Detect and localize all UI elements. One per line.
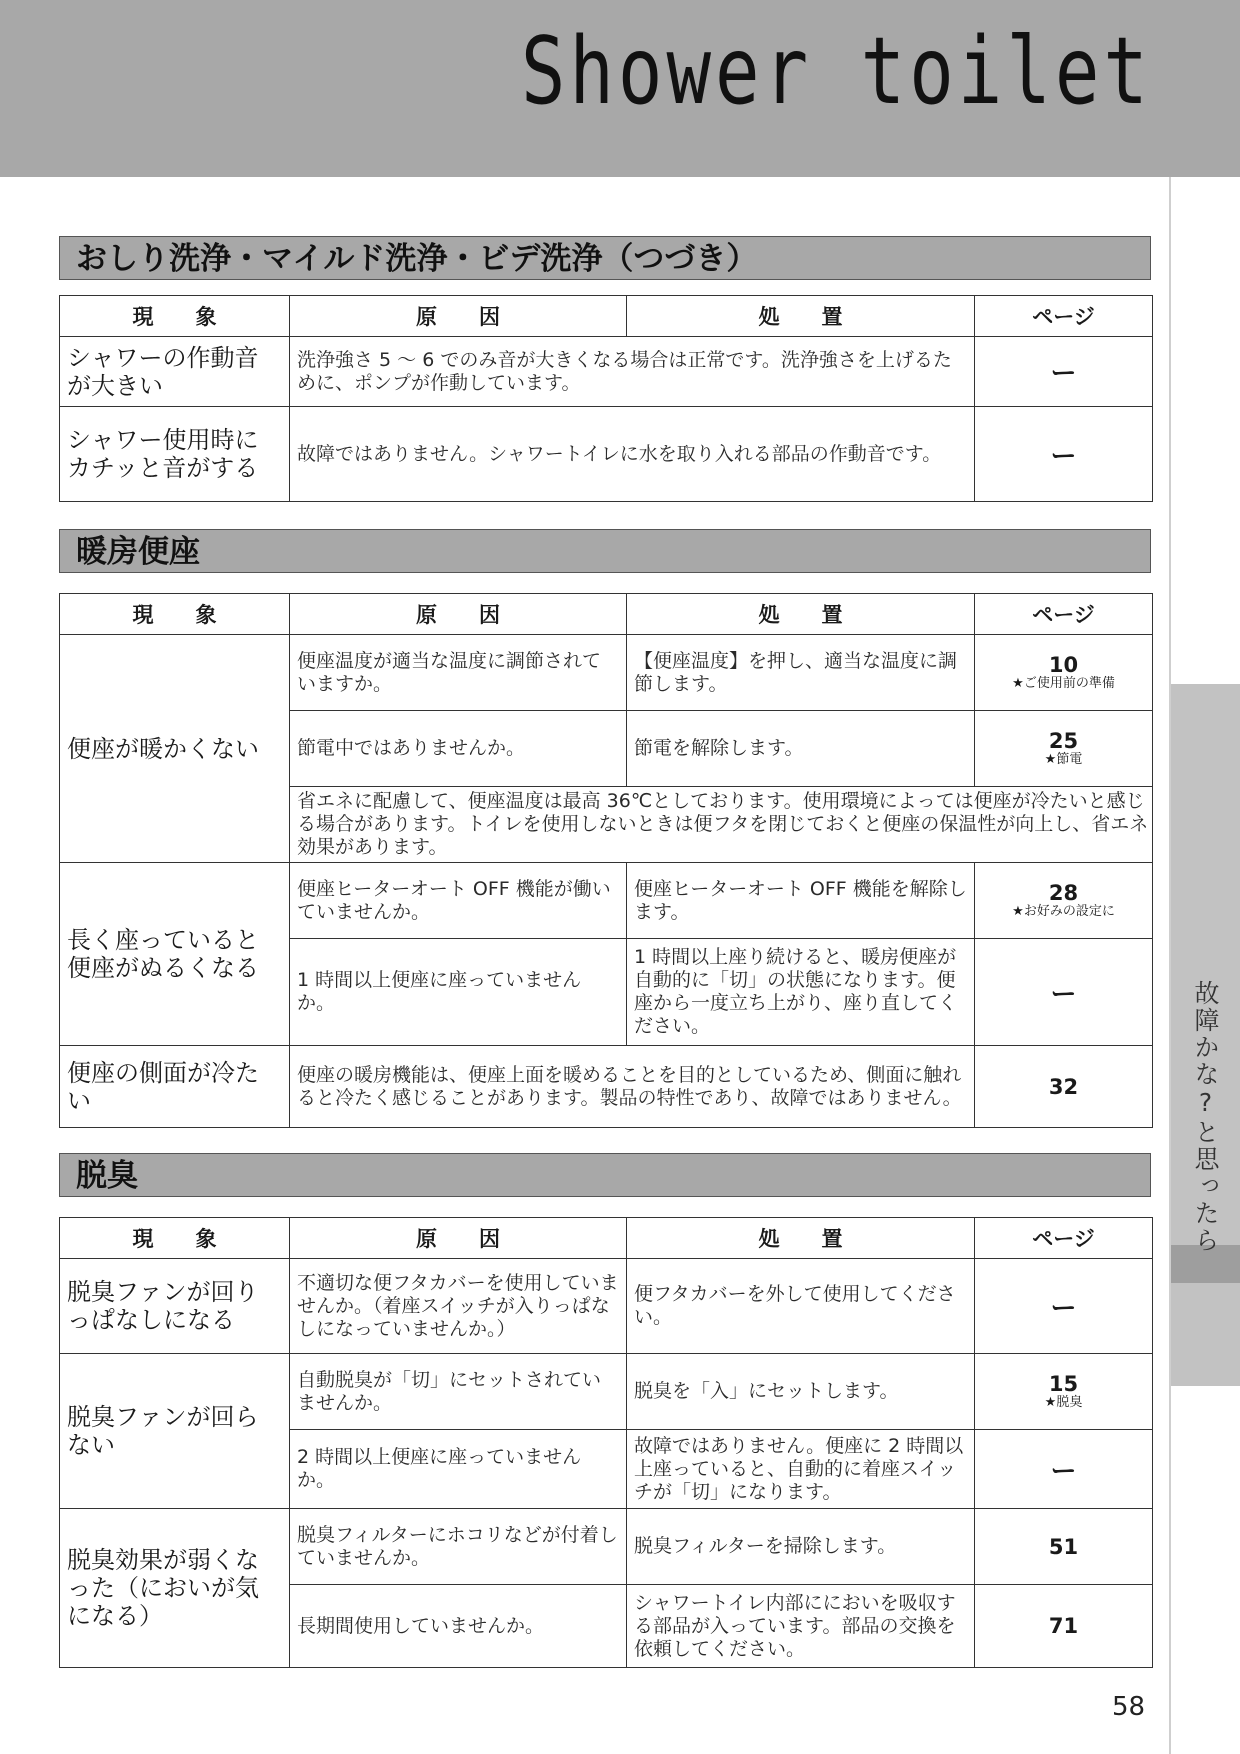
table-row [60,1046,1153,1128]
page-number-ref: 71 [1048,1614,1079,1638]
symptom-cell: 便座が暖かくない [60,635,290,863]
page-section-ref: ★お好みの設定に [1012,903,1115,919]
section-title-heated-seat: 暖房便座 [59,529,1151,573]
table-row [60,337,1153,407]
cause-cell: 不適切な便フタカバーを使用していませんか。（着座スイッチが入りっぱなしになっていませんか。） [290,1259,627,1354]
fix-cell: 便座ヒーターオート OFF 機能を解除します。 [627,863,975,939]
section-title-deodorizer: 脱臭 [59,1153,1151,1197]
table-row [60,863,1153,939]
page-cell [975,863,1153,939]
brand-title: Shower toilet [520,18,1152,126]
cause-cell: 節電中ではありませんか。 [290,711,627,787]
cause-cell: 洗浄強さ 5 ～ 6 でのみ音が大きくなる場合は正常です。洗浄強さを上げるために、ポンプが作動しています。 [290,337,975,407]
page-cell [975,1259,1153,1354]
page-number-ref: 28 [1048,880,1079,905]
col-cause: 原 因 [290,1218,627,1259]
symptom-cell: シャワー使用時にカチッと音がする [60,407,290,502]
fix-cell: 脱臭を「入」にセットします。 [627,1354,975,1430]
page-dash: ー [1050,359,1077,389]
cause-cell: 脱臭フィルターにホコリなどが付着していませんか。 [290,1509,627,1585]
page-cell [975,1046,1153,1128]
page-number-ref: 32 [1048,1074,1079,1099]
col-cause: 原 因 [290,296,627,337]
fix-cell: 1 時間以上座り続けると、暖房便座が自動的に「切」の状態になります。便座から一度立ち上がり、座り直してください。 [627,939,975,1046]
col-cause: 原 因 [290,594,627,635]
col-symptom: 現 象 [60,1218,290,1259]
col-fix: 処 置 [627,594,975,635]
side-tab-label: 故障かな?と思ったら [1191,980,1220,1254]
col-page: ページ [975,1218,1153,1259]
table-heated-seat [59,593,1153,1128]
page-cell [975,635,1153,711]
page-section-ref: ★ご使用前の準備 [1012,675,1115,691]
page-cell [975,1354,1153,1430]
section-title-washing: おしり洗浄・マイルド洗浄・ビデ洗浄（つづき） [59,236,1151,280]
table-row [60,1509,1153,1585]
symptom-cell: 長く座っていると便座がぬるくなる [60,863,290,1046]
table-washing [59,295,1153,502]
fix-cell: 【便座温度】を押し、適当な温度に調節します。 [627,635,975,711]
table-deodorizer [59,1217,1153,1668]
page-cell [975,337,1153,407]
symptom-cell: 脱臭ファンが回りっぱなしになる [60,1259,290,1354]
col-symptom: 現 象 [60,594,290,635]
symptom-cell: 便座の側面が冷たい [60,1046,290,1128]
page-cell [975,1509,1153,1585]
symptom-cell: シャワーの作動音が大きい [60,337,290,407]
col-fix: 処 置 [627,1218,975,1259]
page-dash: ー [1050,979,1077,1010]
page-section-ref: ★脱臭 [1044,1394,1083,1410]
page-cell [975,711,1153,787]
cause-cell: 故障ではありません。シャワートイレに水を取り入れる部品の作動音です。 [290,407,975,502]
col-page: ページ [975,296,1153,337]
table-header-row [60,296,1153,337]
cause-cell: 便座の暖房機能は、便座上面を暖めることを目的としているため、側面に触れると冷たく感じることがあります。製品の特性であり、故障ではありません。 [290,1046,975,1128]
page-dash: ー [1050,1293,1077,1324]
page-cell [975,407,1153,502]
table-header-row [60,1218,1153,1259]
page-number-ref: 25 [1048,728,1079,753]
fix-cell: 便フタカバーを外して使用してください。 [627,1259,975,1354]
cause-cell: 2 時間以上便座に座っていませんか。 [290,1430,627,1509]
fix-cell: シャワートイレ内部ににおいを吸収する部品が入っています。部品の交換を依頼してください。 [627,1585,975,1668]
col-symptom: 現 象 [60,296,290,337]
fix-cell: 故障ではありません。便座に 2 時間以上座っていると、自動的に着座スイッチが「切」になります。 [627,1430,975,1509]
col-page: ページ [975,594,1153,635]
page-cell [975,939,1153,1046]
cause-cell: 1 時間以上便座に座っていませんか。 [290,939,627,1046]
fix-cell: 脱臭フィルターを掃除します。 [627,1509,975,1585]
cause-cell: 便座温度が適当な温度に調節されていますか。 [290,635,627,711]
page-dash: ー [1050,441,1077,472]
table-row [60,407,1153,502]
page-number-ref: 10 [1048,652,1079,677]
page-number: 58 [1112,1692,1146,1722]
cause-cell: 便座ヒーターオート OFF 機能が働いていませんか。 [290,863,627,939]
page-number-ref: 15 [1048,1371,1079,1396]
symptom-cell: 脱臭効果が弱くなった（においが気になる） [60,1509,290,1668]
table-row [60,1354,1153,1430]
table-header-row [60,594,1153,635]
note-cell: 省エネに配慮して、便座温度は最高 36℃としております。使用環境によっては便座が冷たいと感じる場合があります。トイレを使用しないときは便フタを閉じておくと便座の保温性が向上し、省エネ効果があります。 [290,787,1153,863]
cause-cell: 長期間使用していませんか。 [290,1585,627,1668]
table-row [60,1259,1153,1354]
page-section-ref: ★節電 [1044,751,1083,767]
col-fix: 処 置 [627,296,975,337]
page-number-ref: 51 [1048,1534,1079,1559]
page-cell [975,1430,1153,1509]
cause-cell: 自動脱臭が「切」にセットされていませんか。 [290,1354,627,1430]
page-cell [975,1585,1153,1668]
symptom-cell: 脱臭ファンが回らない [60,1354,290,1509]
page-dash: ー [1050,1456,1077,1487]
fix-cell: 節電を解除します。 [627,711,975,787]
table-row [60,635,1153,711]
